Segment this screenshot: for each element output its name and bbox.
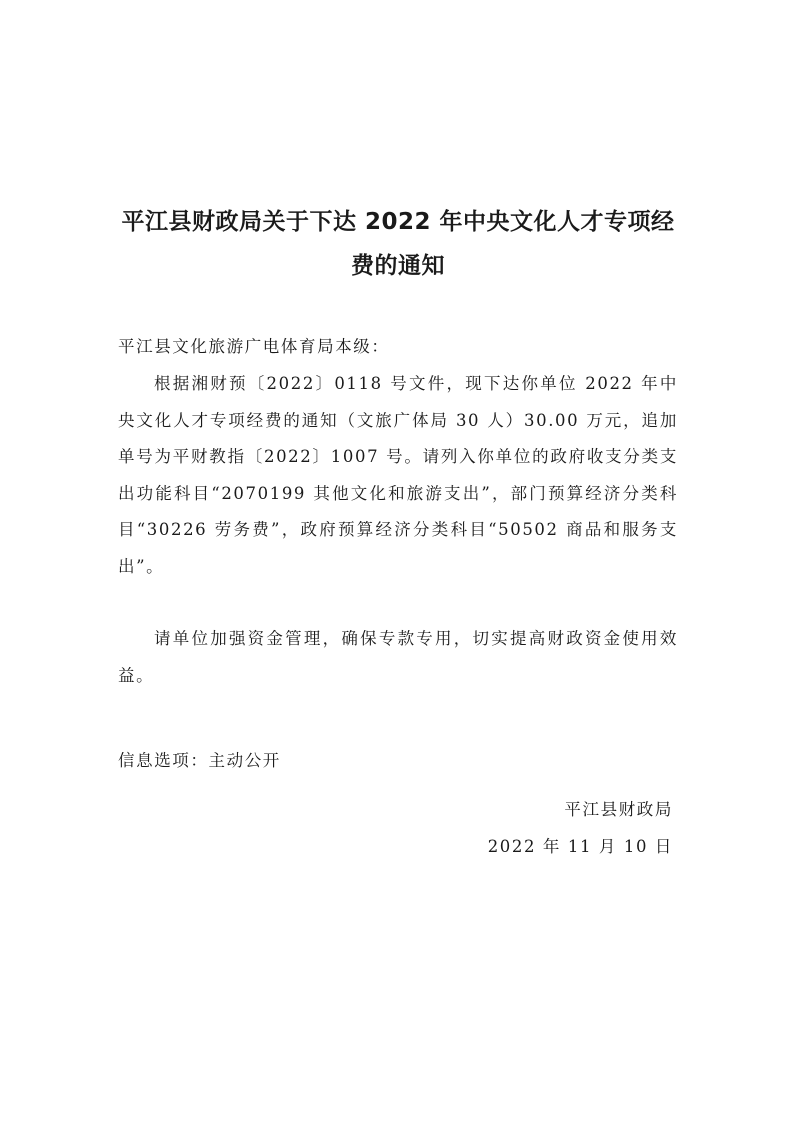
signature-organization: 平江县财政局	[564, 800, 673, 819]
salutation: 平江县文化旅游广电体育局本级：	[118, 337, 390, 356]
document-title	[118, 200, 678, 288]
title-line-2: 费的通知	[351, 253, 445, 279]
paragraph-main: 根据湘财预〔2022〕0118 号文件，现下达你单位 2022 年中央文化人才专项经费的通知（文旅广体局 30 人）30.00 万元，追加单号为平财教指〔2022〕1007 号。请列入你单位的政府收支分类支出功能科目“2070199 其他文化和旅游支出”，部门预算经济分类科目“30226 劳务费”，政府预算经济分类科目“50502 商品和服务支出”。	[118, 374, 678, 576]
paragraph-request: 请单位加强资金管理，确保专款专用，切实提高财政资金使用效益。	[118, 629, 678, 685]
info-option: 信息选项：主动公开	[118, 751, 281, 770]
signature-date: 2022 年 11 月 10 日	[487, 837, 673, 856]
title-line-1: 平江县财政局关于下达 2022 年中央文化人才专项经	[121, 209, 675, 235]
